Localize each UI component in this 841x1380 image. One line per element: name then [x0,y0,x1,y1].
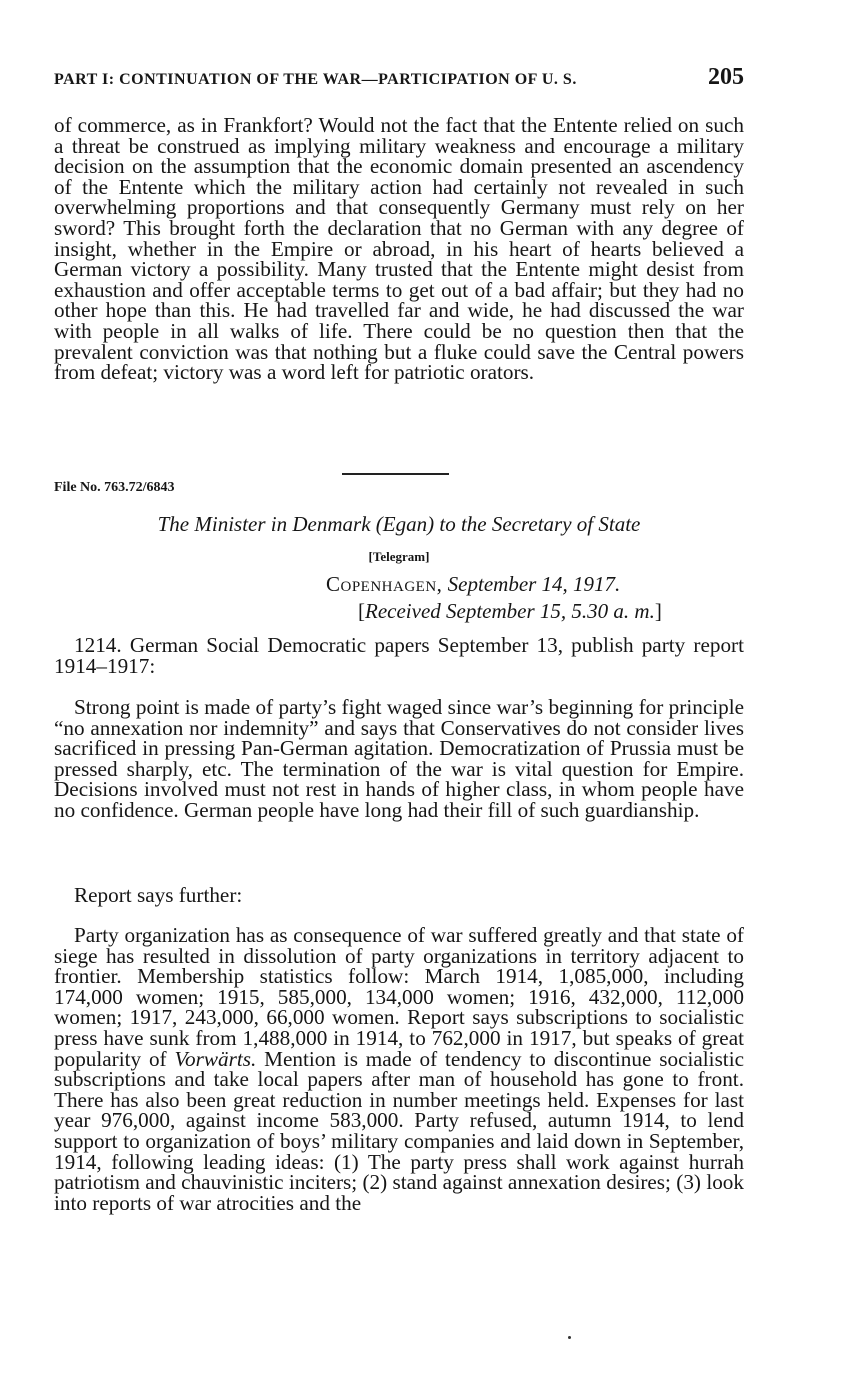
received-open-bracket: [ [358,599,365,623]
paragraph-2-part-b: Mention is made of tendency to discontinue socialistic subscriptions and take local papers after man of household has gone to front. There has also been great reduction in number meetings held. Expenses for last year 976,000, against income 583,000. Party refused, autumn 1914, to lend support to organization of boys’ military companies and laid down in September, 1914, following leading ideas: (1) The party press shall work against hurrah patriotism and chauvinistic inciters; (2) stand against annexation desires; (3) look into reports of war atrocities and the [54,1046,744,1215]
document-kind: [Telegram] [368,549,430,564]
title-part-1: The Minister in Denmark [157,512,371,536]
page-number: 205 [708,64,744,90]
telegram-paragraph-2 [54,925,744,1213]
dateline [326,572,620,597]
dateline-date: September 14, 1917. [447,572,621,596]
dateline-place: Copenhagen, [326,572,443,596]
section-divider [342,473,449,475]
received-close-bracket: ] [654,599,662,623]
paragraph-2-part-a: Party organization has as consequence of war suffered greatly and that state of siege has resulted in dissolution of party organizations in territory adjacent to frontier. Membership statistics follow: March 1914, 1,085,000, including 174,000 women; 1915, 585,000, 134,000 women; 1916, 432,000, 112,000 women; 1917, 243,000, 66,000 women. Report says subscriptions to socialistic press have sunk from 1,488,000 in 1914, to 762,000 in 1917, but speaks of great popularity of [54,923,744,1071]
continuation-paragraph: of commerce, as in Frankfort? Would not the fact that the Entente relied on such a threat be construed as implying military weakness and encourage a military decision on the assumption that the economic domain presented an ascendency of the Entente which the military action had certainly not revealed in such overwhelming proportions and that consequently Germany must rely on her sword? This brought forth the declaration that no German with any degree of insight, whether in the Empire or abroad, in his heart of hearts believed a German victory a possibility. Many trusted that the Entente might desist from exhaustion and offer acceptable terms to get out of a bad affair; but they had no other hope than this. He had travelled far and wide, he had discussed the war with people in all walks of life. There could be no question then that the prevalent conviction was that nothing but a fluke could save the Central powers from defeat; victory was a word left for patriotic orators. [54,113,744,385]
stray-mark [568,1336,571,1339]
newspaper-name: Vorwärts. [174,1046,257,1071]
title-paren: (Egan) [375,512,435,536]
running-header [54,64,744,91]
telegram-opening: 1214. German Social Democratic papers September 13, publish party report 1914–1917: [54,633,744,678]
running-title: PART I: CONTINUATION OF THE WAR—PARTICIPATION OF U. S. [54,71,577,88]
received-line [358,599,662,624]
received-text: Received September 15, 5.30 a. m. [365,599,655,623]
title-part-2: to the Secretary of State [439,512,641,536]
file-number: File No. 763.72/6843 [54,480,175,495]
document-title [54,512,744,537]
report-further-line: Report says further: [74,883,243,907]
telegram-paragraph-1: Strong point is made of party’s fight waged since war’s beginning for principle “no annexation nor indemnity” and says that Conservatives do not consider lives sacrificed in pressing Pan-German agitation. Democratization of Prussia must be pressed sharply, etc. The termination of the war is vital question for Empire. Decisions involved must not rest in hands of higher class, in whom people have no confidence. German people have long had their fill of such guardianship. [54,695,744,822]
